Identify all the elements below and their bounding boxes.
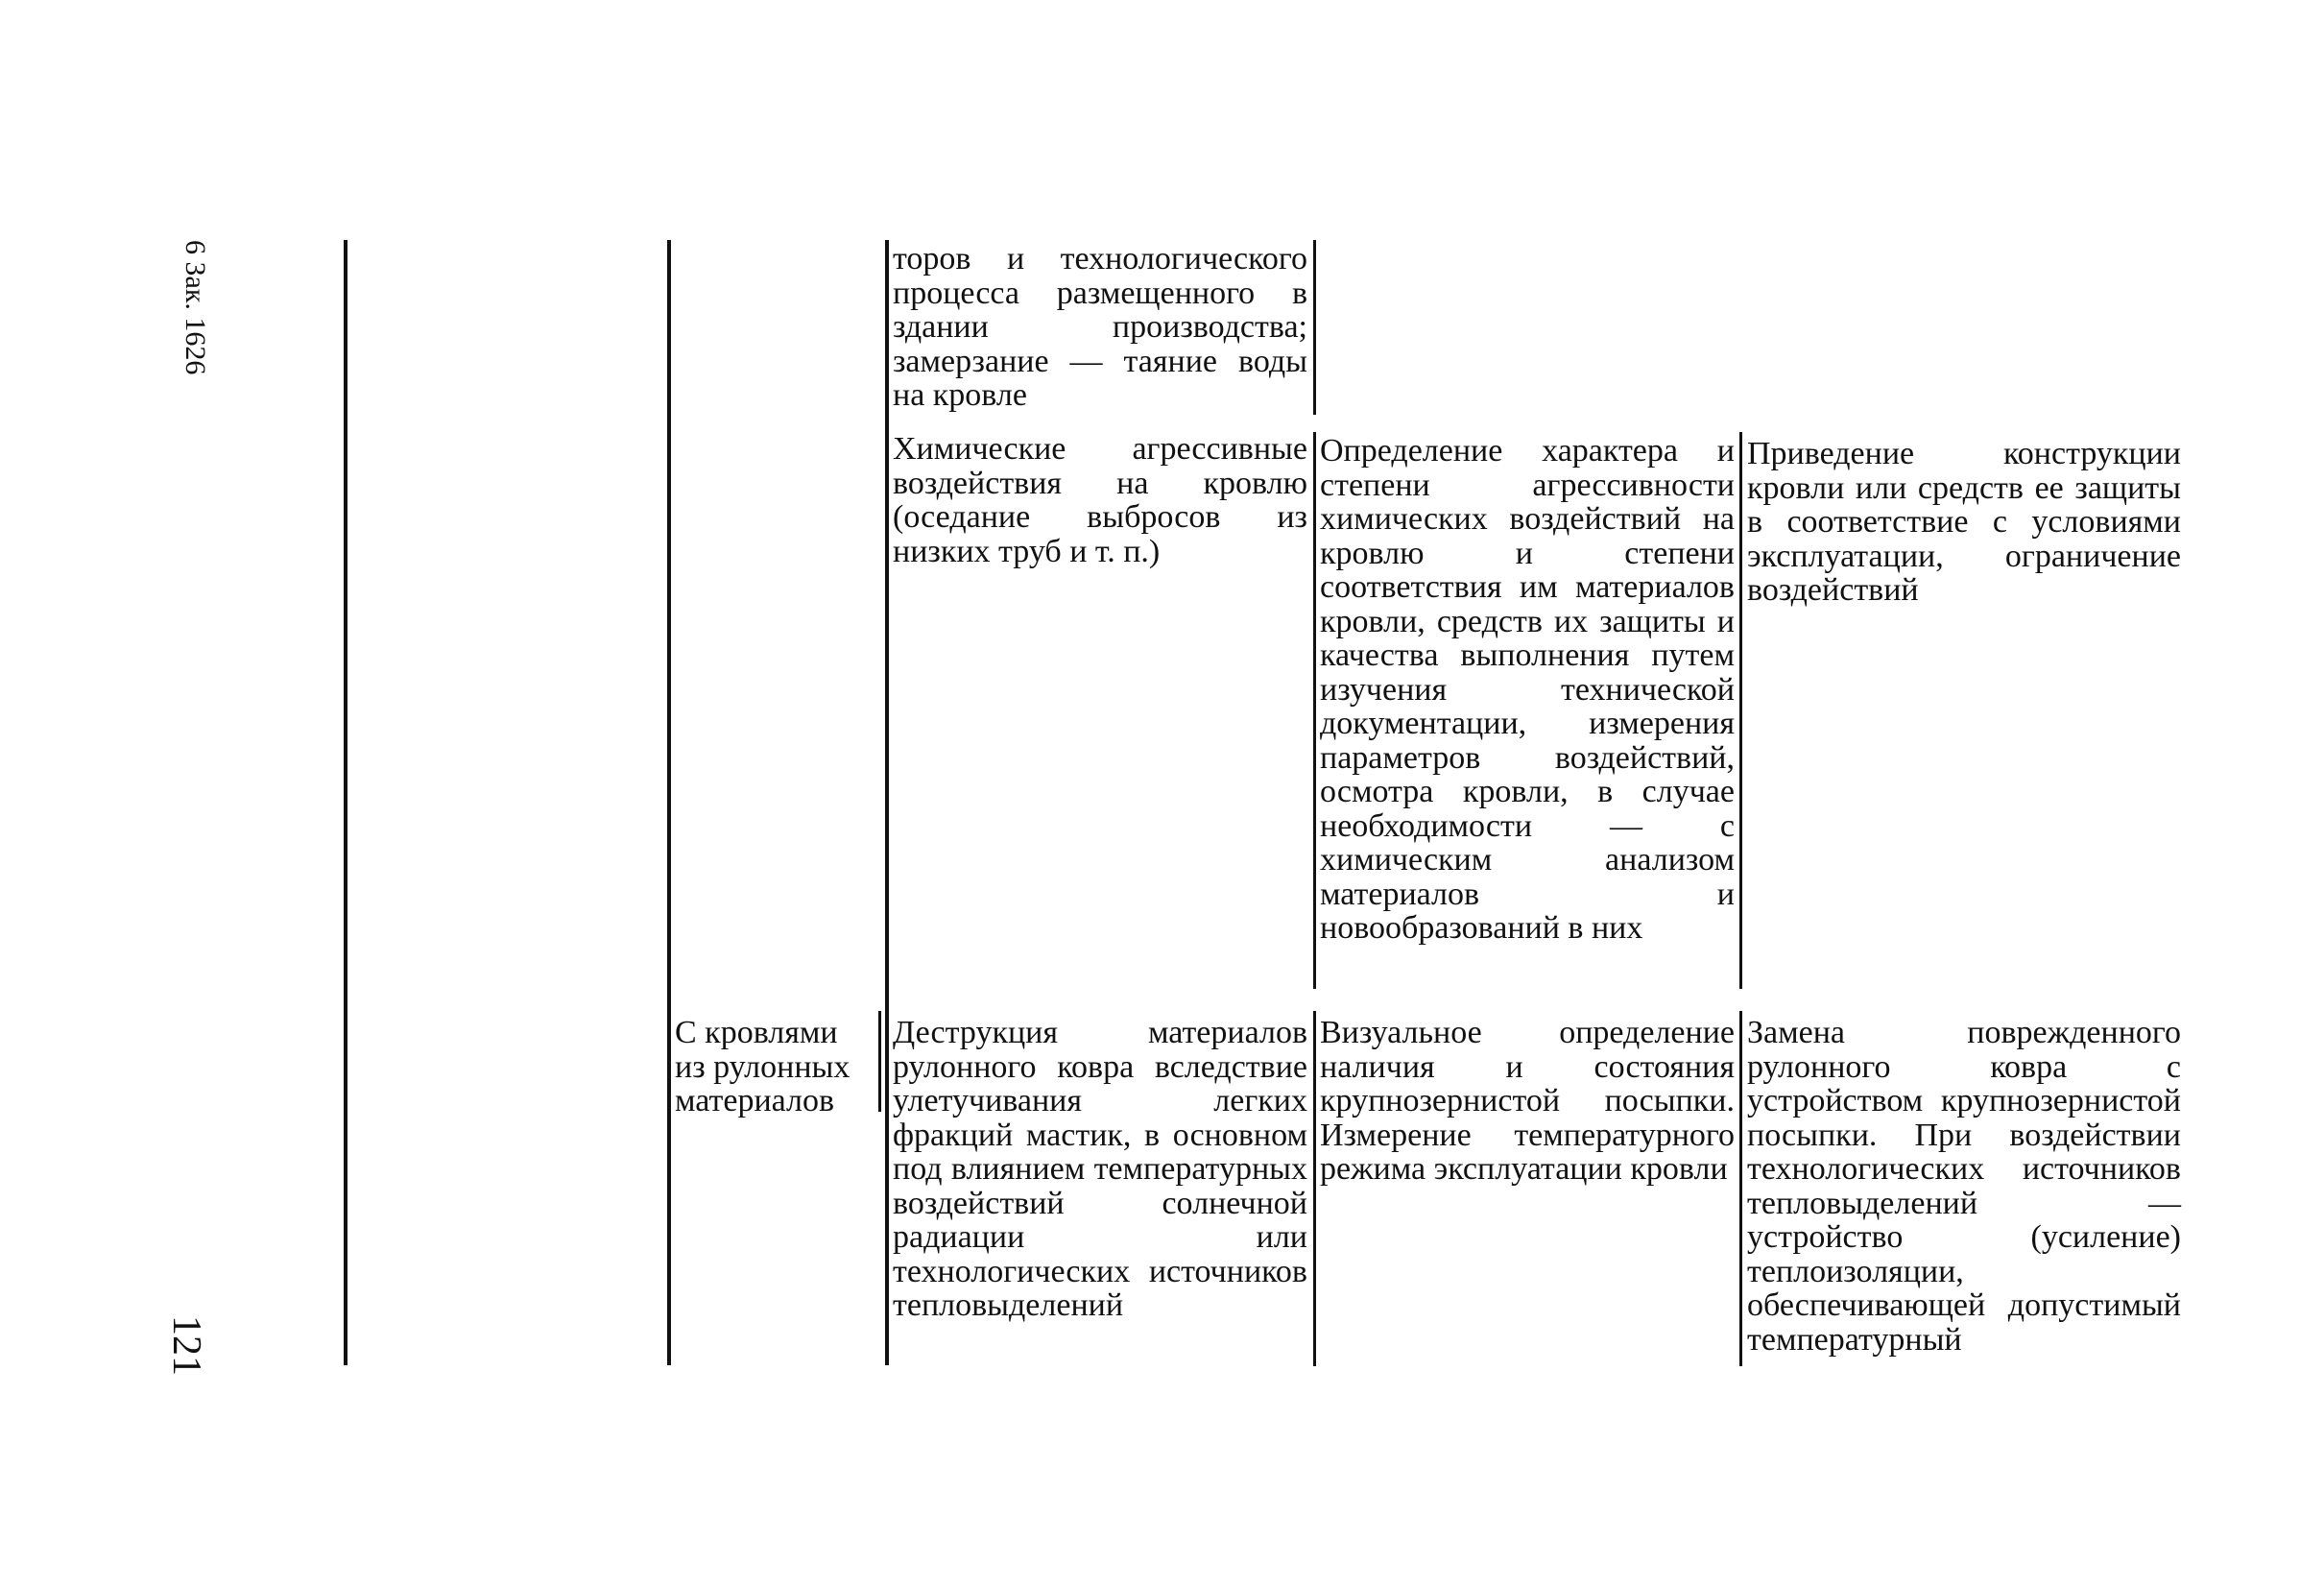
- method-cell: Определение характера и степени агрессивности химических воздействий на кровлю и степени соответствия им материалов кровли, средств их защиты и качества выполнения путем изучения технической документации, измерения параметров воздействий, осмотра кровли, в случае необходимости — с химическим анализом материалов и новообразований в них: [1320, 433, 1735, 946]
- cell-border-r3-method: [1739, 1011, 1742, 1366]
- margin-note: 6 Зак. 1626: [180, 240, 211, 375]
- cause-cell: Деструкция материалов рулонного ковра вследствие улетучивания легких фракций мастик, в основном под влиянием температурных воздействий солнечной радиации или технологических источников тепловыделений: [893, 1015, 1307, 1323]
- cell-border-r3-cause: [1313, 1011, 1316, 1366]
- cause-cell: Химические агрессивные воздействия на кровлю (оседание выбросов из низких труб и т. п.): [893, 431, 1307, 569]
- table-rule-3: [885, 240, 889, 1365]
- page-number: 121: [164, 1315, 208, 1376]
- object-cell: С кровлями из рулонных материалов: [675, 1015, 851, 1118]
- method-cell: Визуальное определение наличия и состояния крупнозернистой посыпки. Измерение температурного режима эксплуатации кровли: [1320, 1015, 1735, 1187]
- measure-cell: Замена поврежденного рулонного ковра с устройством крупнозернистой посыпки. При воздействии технологических источников тепловыделений — устройство (усиление) теплоизоляции, обеспечивающей допустимый температурный: [1747, 1015, 2181, 1358]
- cause-cell: торов и технологического процесса размещенного в здании производства; замерзание — таяние воды на кровле: [893, 241, 1307, 413]
- measure-cell: Приведение конструкции кровли или средств ее защиты в соответствие с условиями эксплуатации, ограничение воздействий: [1747, 436, 2181, 608]
- cell-border-r3-object: [878, 1011, 881, 1112]
- cell-border-r2-cause: [1313, 432, 1316, 989]
- cell-border-r2-method: [1739, 432, 1742, 989]
- cell-border-r1-cause: [1313, 240, 1316, 415]
- table-rule-1: [344, 240, 347, 1365]
- table-rule-2: [667, 240, 671, 1365]
